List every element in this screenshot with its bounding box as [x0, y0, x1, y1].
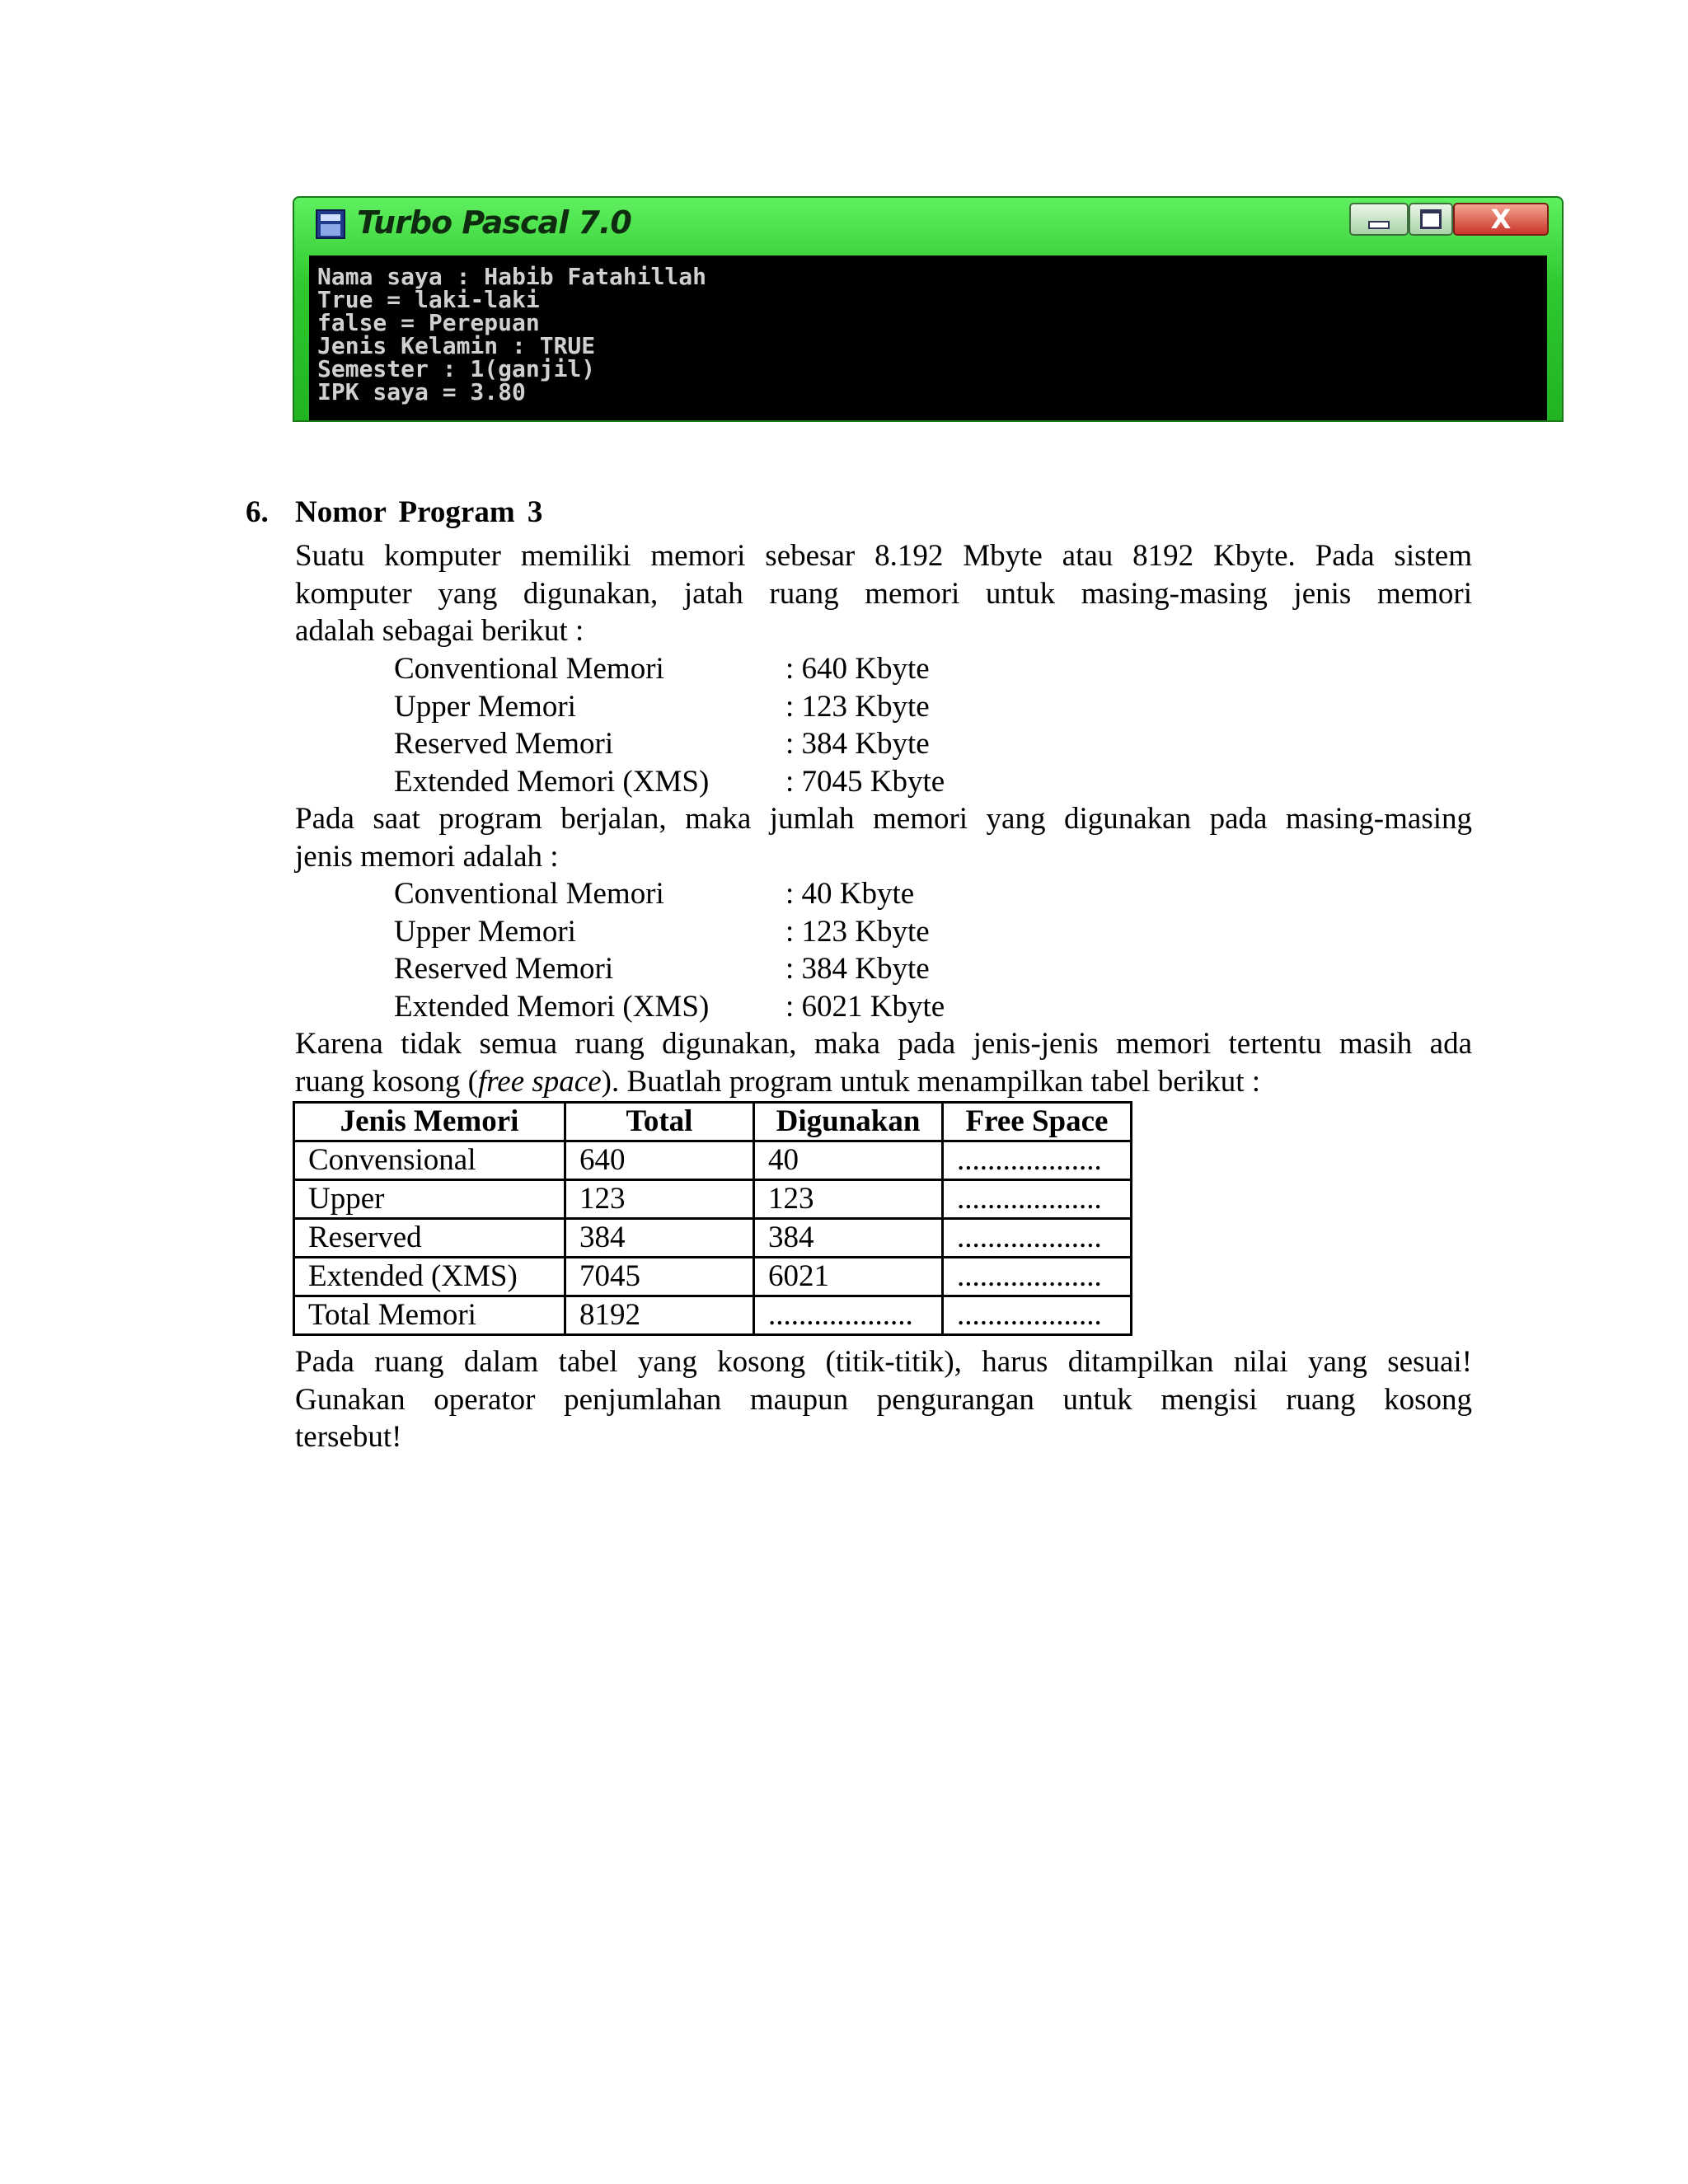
- text-line: jenis memori adalah :: [295, 839, 559, 874]
- table-row: [294, 1296, 1132, 1335]
- header-total: Total: [565, 1103, 754, 1141]
- paragraph-usage: [295, 800, 1472, 875]
- usage-list: [394, 875, 1136, 1025]
- maximize-button[interactable]: [1409, 203, 1453, 236]
- console-line: Semester : 1(ganjil): [317, 355, 596, 382]
- table-cell: ...................: [943, 1219, 1132, 1258]
- list-item: [394, 688, 1136, 726]
- memory-value: : 384 Kbyte: [785, 952, 930, 986]
- table-cell: Convensional: [294, 1141, 565, 1180]
- minimize-button[interactable]: [1349, 203, 1409, 236]
- list-item: [394, 950, 1136, 988]
- memory-value: : 7045 Kbyte: [785, 764, 945, 799]
- text-line: Pada saat program berjalan, maka jumlah memori yang digunakan pada masing-masing: [295, 802, 1472, 836]
- console-line: Nama saya : Habib Fatahillah: [317, 263, 707, 290]
- memory-name: Upper Memori: [394, 914, 576, 949]
- table-cell: ...................: [943, 1296, 1132, 1335]
- table-cell: 8192: [565, 1296, 754, 1335]
- list-item: [394, 763, 1136, 801]
- window-titlebar[interactable]: [294, 198, 1562, 252]
- memory-value: : 123 Kbyte: [785, 689, 930, 724]
- text-line: Gunakan operator penjumlahan maupun pengurangan untuk mengisi ruang kosong: [295, 1382, 1472, 1417]
- table-cell: 6021: [754, 1258, 943, 1296]
- header-free-space: Free Space: [943, 1103, 1132, 1141]
- header-digunakan: Digunakan: [754, 1103, 943, 1141]
- italic-term: free space: [477, 1064, 602, 1099]
- console-output: [309, 255, 1547, 420]
- close-icon: X: [1490, 204, 1512, 235]
- close-button[interactable]: [1453, 203, 1549, 236]
- text-line: tersebut!: [295, 1420, 402, 1454]
- table-row: [294, 1258, 1132, 1296]
- minimize-icon: [1368, 221, 1390, 229]
- text-line: Karena tidak semua ruang digunakan, maka pada jenis-jenis memori tertentu masih ada: [295, 1027, 1472, 1061]
- table-row: [294, 1219, 1132, 1258]
- section-title: Nomor Program 3: [295, 495, 543, 529]
- text-segment: ). Buatlah program untuk menampilkan tabel berikut :: [601, 1064, 1261, 1099]
- text-line: Pada ruang dalam tabel yang kosong (titik-titik), harus ditampilkan nilai yang sesuai!: [295, 1345, 1472, 1379]
- console-line: IPK saya = 3.80: [317, 378, 526, 405]
- console-line: false = Perepuan: [317, 309, 540, 336]
- header-jenis-memori: Jenis Memori: [294, 1103, 565, 1141]
- table-cell: 7045: [565, 1258, 754, 1296]
- table-cell: ...................: [754, 1296, 943, 1335]
- memory-name: Extended Memori (XMS): [394, 764, 710, 799]
- table-cell: ...................: [943, 1180, 1132, 1219]
- table-cell: 640: [565, 1141, 754, 1180]
- paragraph-task: [295, 1025, 1472, 1100]
- table-row: [294, 1180, 1132, 1219]
- table-cell: ...................: [943, 1258, 1132, 1296]
- memory-value: : 640 Kbyte: [785, 652, 930, 686]
- table-cell: 384: [565, 1219, 754, 1258]
- memory-value: : 40 Kbyte: [785, 877, 915, 911]
- memory-value: : 6021 Kbyte: [785, 989, 945, 1024]
- table-cell: 123: [754, 1180, 943, 1219]
- section-number: 6.: [246, 495, 269, 529]
- window-title: Turbo Pascal 7.0: [357, 204, 631, 241]
- table-cell: 384: [754, 1219, 943, 1258]
- maximize-icon: [1420, 209, 1442, 229]
- memory-value: : 123 Kbyte: [785, 914, 930, 949]
- paragraph-instruction: [295, 1343, 1472, 1456]
- console-line: True = laki-laki: [317, 286, 540, 313]
- memory-name: Reserved Memori: [394, 727, 614, 761]
- memory-name: Conventional Memori: [394, 877, 664, 911]
- table-cell: Total Memori: [294, 1296, 565, 1335]
- memory-name: Conventional Memori: [394, 652, 664, 686]
- memory-name: Reserved Memori: [394, 952, 614, 986]
- list-item: [394, 988, 1136, 1026]
- list-item: [394, 913, 1136, 951]
- text-line: Suatu komputer memiliki memori sebesar 8.192 Mbyte atau 8192 Kbyte. Pada sistem: [295, 539, 1472, 573]
- table-cell: ...................: [943, 1141, 1132, 1180]
- list-item: [394, 725, 1136, 763]
- text-segment: ruang kosong (: [295, 1064, 478, 1099]
- text-line: komputer yang digunakan, jatah ruang memori untuk masing-masing jenis memori: [295, 576, 1472, 611]
- turbo-pascal-window: [293, 196, 1564, 422]
- text-line: adalah sebagai berikut :: [295, 614, 584, 648]
- table-header-row: [294, 1103, 1132, 1141]
- memory-table: [293, 1101, 1132, 1336]
- list-item: [394, 650, 1136, 688]
- text-line: [295, 1063, 1472, 1101]
- list-item: [394, 875, 1136, 913]
- app-icon: [316, 209, 345, 239]
- table-cell: Upper: [294, 1180, 565, 1219]
- table-cell: Extended (XMS): [294, 1258, 565, 1296]
- memory-value: : 384 Kbyte: [785, 727, 930, 761]
- table-cell: Reserved: [294, 1219, 565, 1258]
- table-cell: 40: [754, 1141, 943, 1180]
- console-line: Jenis Kelamin : TRUE: [317, 332, 596, 359]
- memory-name: Extended Memori (XMS): [394, 989, 710, 1024]
- table-cell: 123: [565, 1180, 754, 1219]
- memory-name: Upper Memori: [394, 689, 576, 724]
- table-row: [294, 1141, 1132, 1180]
- allocation-list: [394, 650, 1136, 800]
- paragraph-intro: [295, 537, 1472, 650]
